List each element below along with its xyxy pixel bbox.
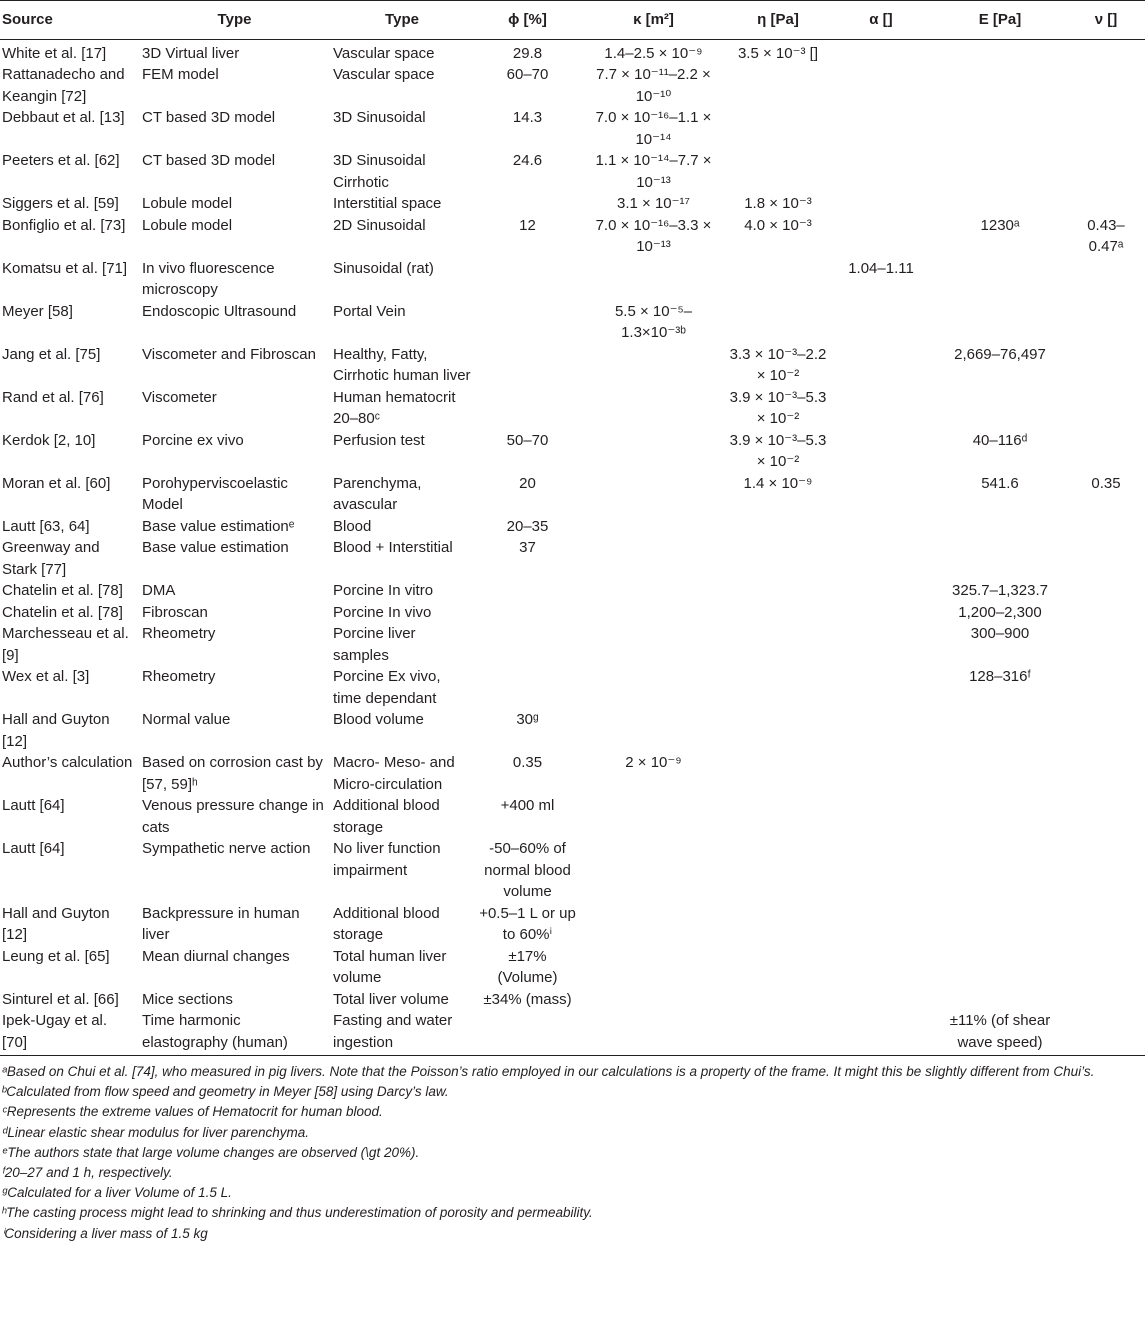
cell-alpha — [831, 430, 933, 473]
cell-permeability — [582, 623, 727, 666]
cell-type-method: Backpressure in human liver — [142, 904, 300, 943]
cell-youngs-modulus: ±11% (of shear wave speed) — [933, 1010, 1069, 1056]
cell-youngs-modulus — [933, 39, 1069, 64]
cell-porosity: 20–35 — [506, 517, 549, 535]
table-row — [0, 64, 1145, 107]
cell-type-tissue: Blood — [333, 517, 372, 535]
cell-youngs-modulus — [933, 301, 1069, 344]
table-row — [0, 580, 1145, 602]
table-row — [0, 989, 1145, 1011]
cell-porosity: 0.35 — [512, 754, 543, 771]
cell-porosity: -50–60% of normal blood volume — [484, 840, 571, 900]
cell-type-tissue: 3D Sinusoidal — [333, 109, 426, 126]
table-row — [0, 623, 1145, 666]
cell-type-method: Normal value — [142, 711, 231, 728]
cell-porosity — [475, 623, 582, 666]
header-youngs-modulus: E [Pa] — [933, 1, 1069, 40]
cell-poisson-ratio — [1069, 838, 1145, 903]
cell-type-tissue: Additional blood storage — [333, 904, 440, 943]
cell-permeability — [582, 537, 727, 580]
cell-type-tissue: No liver function impairment — [333, 840, 441, 879]
cell-source: Hall and Guyton [12] — [2, 904, 110, 943]
cell-source: Lautt [63, 64] — [2, 517, 90, 535]
cell-type-tissue: Porcine In vivo — [333, 603, 432, 621]
cell-poisson-ratio — [1069, 903, 1145, 946]
cell-permeability: 5.5 × 10⁻⁵–1.3×10⁻³ᵇ — [614, 302, 693, 341]
table-row — [0, 215, 1145, 258]
cell-alpha — [831, 903, 933, 946]
cell-porosity: ±17% (Volume) — [497, 947, 558, 986]
cell-viscosity — [727, 580, 831, 602]
cell-youngs-modulus — [933, 387, 1069, 430]
table-row — [0, 258, 1145, 301]
cell-type-method: CT based 3D model — [142, 109, 276, 126]
cell-source: Author’s calculation — [2, 754, 133, 771]
table-row — [0, 387, 1145, 430]
cell-type-tissue: Healthy, Fatty, Cirrhotic human liver — [333, 345, 471, 384]
cell-permeability — [582, 258, 727, 301]
cell-viscosity — [727, 795, 831, 838]
cell-porosity — [475, 387, 582, 430]
cell-porosity — [475, 258, 582, 301]
cell-youngs-modulus — [933, 258, 1069, 301]
cell-poisson-ratio — [1069, 580, 1145, 602]
cell-type-method: Rheometry — [142, 668, 216, 685]
cell-alpha — [831, 623, 933, 666]
cell-viscosity — [727, 989, 831, 1011]
cell-alpha — [831, 838, 933, 903]
cell-youngs-modulus: 128–316ᶠ — [969, 668, 1031, 685]
cell-porosity — [475, 666, 582, 709]
cell-viscosity — [727, 150, 831, 193]
cell-type-method: 3D Virtual liver — [142, 44, 240, 62]
cell-porosity: 24.6 — [512, 152, 543, 169]
cell-source: Ipek-Ugay et al. [70] — [0, 1010, 140, 1056]
cell-poisson-ratio — [1069, 1010, 1145, 1056]
header-viscosity: η [Pa] — [727, 1, 831, 40]
cell-permeability — [582, 473, 727, 516]
cell-permeability — [582, 989, 727, 1011]
cell-type-method: Base value estimation — [142, 539, 289, 556]
cell-viscosity — [727, 623, 831, 666]
table-row — [0, 430, 1145, 473]
cell-viscosity — [727, 709, 831, 752]
cell-permeability — [582, 666, 727, 709]
footnote: ᵍCalculated for a liver Volume of 1.5 L. — [2, 1185, 232, 1201]
footnote: ᵃBased on Chui et al. [74], who measured in pig livers. Note that the Poisson’s ratio employed in our calculations is a property of the frame. It might this be slightly different from Chui’s. — [2, 1064, 1095, 1079]
cell-viscosity — [727, 838, 831, 903]
cell-youngs-modulus — [933, 752, 1069, 795]
cell-viscosity: 3.9 × 10⁻³–5.3 × 10⁻² — [729, 431, 827, 470]
cell-porosity: +400 ml — [500, 797, 555, 814]
header-type-method: Type — [140, 1, 331, 40]
header-alpha: α [] — [831, 1, 933, 40]
cell-type-tissue: Human hematocrit 20–80ᶜ — [333, 388, 456, 427]
table-row — [0, 795, 1145, 838]
cell-permeability: 7.7 × 10⁻¹¹–2.2 × 10⁻¹⁰ — [596, 66, 711, 105]
cell-porosity: 50–70 — [506, 431, 549, 449]
cell-source: Lautt [64] — [2, 840, 65, 857]
table-row — [0, 838, 1145, 903]
cell-porosity: 37 — [519, 539, 536, 556]
cell-type-tissue: Interstitial space — [333, 195, 442, 212]
cell-poisson-ratio — [1069, 752, 1145, 795]
cell-porosity: 60–70 — [506, 66, 549, 83]
cell-youngs-modulus — [933, 903, 1069, 946]
cell-permeability: 1.1 × 10⁻¹⁴–7.7 × 10⁻¹³ — [595, 152, 712, 191]
table-row — [0, 666, 1145, 709]
cell-permeability — [582, 580, 727, 602]
table-row — [0, 150, 1145, 193]
cell-alpha — [831, 107, 933, 150]
cell-viscosity — [727, 258, 831, 301]
cell-porosity: 20 — [519, 474, 536, 492]
cell-type-method: Lobule model — [142, 195, 233, 212]
cell-youngs-modulus — [933, 946, 1069, 989]
table-row — [0, 1010, 1145, 1056]
cell-type-method: Mean diurnal changes — [142, 947, 290, 965]
cell-alpha — [831, 795, 933, 838]
cell-permeability: 3.1 × 10⁻¹⁷ — [617, 195, 690, 212]
cell-youngs-modulus — [933, 107, 1069, 150]
cell-type-tissue: Fasting and water ingestion — [331, 1010, 475, 1056]
cell-alpha — [831, 989, 933, 1011]
cell-poisson-ratio — [1069, 301, 1145, 344]
table-row — [0, 537, 1145, 580]
cell-type-tissue: Vascular space — [333, 44, 435, 62]
cell-poisson-ratio — [1069, 602, 1145, 624]
header-porosity: ϕ [%] — [475, 1, 582, 40]
cell-type-method: Fibroscan — [142, 603, 208, 621]
cell-poisson-ratio: 0.35 — [1091, 474, 1121, 492]
cell-source: Siggers et al. [59] — [2, 195, 119, 212]
cell-source: Bonfiglio et al. [73] — [2, 216, 126, 234]
cell-poisson-ratio — [1069, 193, 1145, 215]
cell-type-method: Viscometer — [142, 388, 217, 406]
cell-source: Rand et al. [76] — [2, 388, 104, 406]
cell-alpha — [831, 64, 933, 107]
cell-alpha — [831, 580, 933, 602]
cell-type-tissue: Blood volume — [333, 711, 424, 728]
cell-alpha — [831, 39, 933, 64]
cell-viscosity — [727, 64, 831, 107]
cell-poisson-ratio — [1069, 989, 1145, 1011]
cell-viscosity: 1.4 × 10⁻⁹ — [743, 474, 813, 492]
cell-youngs-modulus — [933, 516, 1069, 538]
cell-source: White et al. [17] — [2, 44, 107, 62]
cell-poisson-ratio — [1069, 795, 1145, 838]
cell-youngs-modulus — [933, 989, 1069, 1011]
cell-poisson-ratio — [1069, 64, 1145, 107]
table-body — [0, 39, 1145, 1056]
cell-source: Sinturel et al. [66] — [2, 990, 119, 1008]
cell-permeability — [582, 946, 727, 989]
cell-source: Lautt [64] — [2, 797, 65, 814]
cell-alpha — [831, 516, 933, 538]
cell-viscosity — [727, 903, 831, 946]
cell-viscosity: 1.8 × 10⁻³ — [744, 195, 812, 212]
cell-alpha — [831, 215, 933, 258]
cell-porosity: 29.8 — [512, 44, 543, 62]
cell-viscosity — [727, 516, 831, 538]
cell-youngs-modulus: 325.7–1,323.7 — [952, 582, 1048, 599]
cell-viscosity: 3.9 × 10⁻³–5.3 × 10⁻² — [729, 388, 827, 427]
cell-source: Greenway and Stark [77] — [2, 539, 100, 578]
table-row — [0, 473, 1145, 516]
cell-source: Rattanadecho and Keangin [72] — [2, 66, 125, 105]
cell-poisson-ratio — [1069, 150, 1145, 193]
table-row — [0, 709, 1145, 752]
cell-viscosity — [727, 602, 831, 624]
cell-source: Kerdok [2, 10] — [2, 431, 96, 449]
cell-source: Meyer [58] — [2, 302, 73, 320]
cell-poisson-ratio — [1069, 107, 1145, 150]
cell-type-method: Viscometer and Fibroscan — [142, 345, 316, 363]
cell-type-method: In vivo fluorescence microscopy — [142, 259, 275, 298]
cell-porosity: 30ᵍ — [516, 711, 539, 728]
cell-viscosity — [727, 1010, 831, 1056]
cell-alpha — [831, 344, 933, 387]
cell-viscosity — [727, 666, 831, 709]
cell-type-method: Mice sections — [142, 990, 233, 1008]
cell-alpha: 1.04–1.11 — [848, 259, 914, 277]
cell-type-tissue: 2D Sinusoidal — [333, 216, 426, 234]
cell-youngs-modulus: 1230ᵃ — [980, 216, 1020, 234]
cell-type-method: FEM model — [142, 66, 219, 83]
cell-permeability: 7.0 × 10⁻¹⁶–3.3 × 10⁻¹³ — [595, 216, 712, 255]
cell-type-tissue: Blood + Interstitial — [333, 539, 453, 556]
cell-type-tissue: Porcine In vitro — [333, 582, 434, 599]
cell-source: Hall and Guyton [12] — [2, 711, 110, 750]
cell-type-method: Porcine ex vivo — [142, 431, 244, 449]
cell-porosity: 12 — [519, 216, 536, 234]
cell-alpha — [831, 946, 933, 989]
cell-viscosity: 4.0 × 10⁻³ — [744, 216, 812, 234]
footnote: ᶜRepresents the extreme values of Hematocrit for human blood. — [2, 1104, 383, 1120]
cell-alpha — [831, 150, 933, 193]
header-type-tissue: Type — [331, 1, 475, 40]
cell-alpha — [831, 537, 933, 580]
cell-alpha — [831, 1010, 933, 1056]
table-row — [0, 344, 1145, 387]
cell-permeability — [582, 430, 727, 473]
cell-porosity — [475, 193, 582, 215]
cell-type-tissue: Total human liver volume — [333, 947, 447, 986]
cell-alpha — [831, 193, 933, 215]
table-row — [0, 301, 1145, 344]
cell-type-method: Sympathetic nerve action — [142, 840, 311, 857]
cell-viscosity — [727, 752, 831, 795]
table-row — [0, 752, 1145, 795]
cell-type-tissue: 3D Sinusoidal Cirrhotic — [333, 152, 426, 191]
cell-poisson-ratio — [1069, 387, 1145, 430]
cell-youngs-modulus: 40–116ᵈ — [972, 431, 1028, 449]
cell-poisson-ratio — [1069, 623, 1145, 666]
cell-type-method: Endoscopic Ultrasound — [142, 302, 297, 320]
cell-permeability — [582, 1010, 727, 1056]
cell-type-tissue: Porcine Ex vivo, time dependant — [333, 668, 441, 707]
cell-porosity — [475, 344, 582, 387]
cell-permeability: 2 × 10⁻⁹ — [625, 754, 682, 771]
cell-viscosity — [727, 107, 831, 150]
footnote: ⁱConsidering a liver mass of 1.5 kg — [2, 1225, 208, 1241]
cell-source: Peeters et al. [62] — [2, 152, 120, 169]
cell-youngs-modulus — [933, 150, 1069, 193]
cell-alpha — [831, 709, 933, 752]
cell-type-tissue: Total liver volume — [333, 990, 449, 1008]
cell-youngs-modulus — [933, 709, 1069, 752]
cell-viscosity: 3.3 × 10⁻³–2.2 × 10⁻² — [729, 345, 827, 384]
cell-alpha — [831, 752, 933, 795]
table-row — [0, 516, 1145, 538]
cell-type-method: Venous pressure change in cats — [142, 797, 324, 836]
cell-porosity — [475, 301, 582, 344]
cell-type-method: Base value estimationᵉ — [142, 517, 295, 535]
cell-source: Leung et al. [65] — [2, 947, 110, 965]
cell-porosity — [475, 602, 582, 624]
cell-type-method: Porohyperviscoelastic Model — [142, 474, 288, 513]
cell-porosity — [475, 1010, 582, 1056]
cell-type-tissue: Macro- Meso- and Micro-circulation — [333, 754, 455, 793]
cell-type-tissue: Additional blood storage — [333, 797, 440, 836]
cell-type-tissue: Parenchyma, avascular — [333, 474, 422, 513]
cell-youngs-modulus — [933, 795, 1069, 838]
cell-alpha — [831, 387, 933, 430]
cell-permeability — [582, 709, 727, 752]
cell-permeability — [582, 795, 727, 838]
cell-youngs-modulus: 300–900 — [970, 625, 1030, 642]
cell-permeability: 1.4–2.5 × 10⁻⁹ — [604, 44, 703, 62]
header-poisson-ratio: ν [] — [1069, 1, 1145, 40]
cell-poisson-ratio — [1069, 39, 1145, 64]
table-row — [0, 193, 1145, 215]
cell-alpha — [831, 666, 933, 709]
cell-type-method: Based on corrosion cast by [57, 59]ʰ — [142, 754, 323, 793]
cell-source: Marchesseau et al. [9] — [2, 625, 129, 664]
cell-youngs-modulus — [933, 838, 1069, 903]
cell-permeability — [582, 903, 727, 946]
cell-type-tissue: Portal Vein — [333, 302, 406, 320]
footnote: ʰThe casting process might lead to shrinking and thus underestimation of porosity and permeability. — [2, 1205, 593, 1221]
cell-source: Moran et al. [60] — [2, 474, 111, 492]
cell-poisson-ratio — [1069, 258, 1145, 301]
cell-type-tissue: Porcine liver samples — [333, 625, 416, 664]
cell-source: Chatelin et al. [78] — [2, 603, 123, 621]
cell-poisson-ratio — [1069, 344, 1145, 387]
cell-viscosity — [727, 946, 831, 989]
cell-youngs-modulus: 1,200–2,300 — [958, 603, 1042, 621]
cell-source: Jang et al. [75] — [2, 345, 101, 363]
cell-alpha — [831, 301, 933, 344]
cell-type-method: DMA — [142, 582, 176, 599]
cell-poisson-ratio — [1069, 516, 1145, 538]
cell-permeability — [582, 602, 727, 624]
cell-alpha — [831, 473, 933, 516]
cell-porosity: +0.5–1 L or up to 60%ⁱ — [479, 904, 576, 943]
table-row — [0, 903, 1145, 946]
cell-type-tissue: Perfusion test — [333, 431, 425, 449]
table-header-row — [0, 1, 1145, 40]
cell-porosity: ±34% (mass) — [483, 990, 572, 1008]
footnote: ᶠ20–27 and 1 h, respectively. — [2, 1165, 173, 1181]
cell-source: Komatsu et al. [71] — [2, 259, 128, 277]
cell-youngs-modulus — [933, 64, 1069, 107]
table-row — [0, 107, 1145, 150]
table-row — [0, 39, 1145, 64]
table-row — [0, 602, 1145, 624]
cell-type-tissue: Sinusoidal (rat) — [333, 259, 434, 277]
cell-permeability — [582, 838, 727, 903]
cell-type-method: Time harmonic elastography (human) — [140, 1010, 331, 1056]
table-row — [0, 946, 1145, 989]
cell-permeability: 7.0 × 10⁻¹⁶–1.1 × 10⁻¹⁴ — [595, 109, 712, 148]
cell-youngs-modulus — [933, 193, 1069, 215]
footnote: ᵈLinear elastic shear modulus for liver parenchyma. — [2, 1124, 309, 1140]
cell-poisson-ratio — [1069, 946, 1145, 989]
cell-poisson-ratio — [1069, 709, 1145, 752]
cell-type-method: CT based 3D model — [142, 152, 276, 169]
cell-poisson-ratio: 0.43–0.47ᵃ — [1087, 216, 1125, 255]
cell-porosity: 14.3 — [512, 109, 543, 126]
cell-source: Debbaut et al. [13] — [2, 109, 125, 126]
cell-poisson-ratio — [1069, 666, 1145, 709]
cell-viscosity — [727, 537, 831, 580]
footnote: ᵉThe authors state that large volume changes are observed (\gt 20%). — [2, 1144, 420, 1160]
cell-poisson-ratio — [1069, 537, 1145, 580]
table-footnotes — [0, 1056, 1145, 1244]
cell-youngs-modulus: 541.6 — [981, 474, 1019, 492]
cell-type-method: Rheometry — [142, 625, 216, 642]
cell-source: Chatelin et al. [78] — [2, 582, 123, 599]
cell-poisson-ratio — [1069, 430, 1145, 473]
cell-viscosity — [727, 301, 831, 344]
cell-viscosity: 3.5 × 10⁻³ [] — [737, 44, 819, 62]
cell-source: Wex et al. [3] — [2, 668, 90, 685]
cell-alpha — [831, 602, 933, 624]
cell-youngs-modulus — [933, 537, 1069, 580]
cell-type-tissue: Vascular space — [333, 66, 435, 83]
cell-permeability — [582, 387, 727, 430]
cell-porosity — [475, 580, 582, 602]
cell-type-method: Lobule model — [142, 216, 233, 234]
cell-youngs-modulus: 2,669–76,497 — [954, 345, 1046, 363]
cell-permeability — [582, 516, 727, 538]
header-permeability: κ [m²] — [582, 1, 727, 40]
footnote: ᵇCalculated from flow speed and geometry in Meyer [58] using Darcy’s law. — [2, 1084, 449, 1100]
cell-permeability — [582, 344, 727, 387]
header-source: Source — [0, 1, 140, 40]
